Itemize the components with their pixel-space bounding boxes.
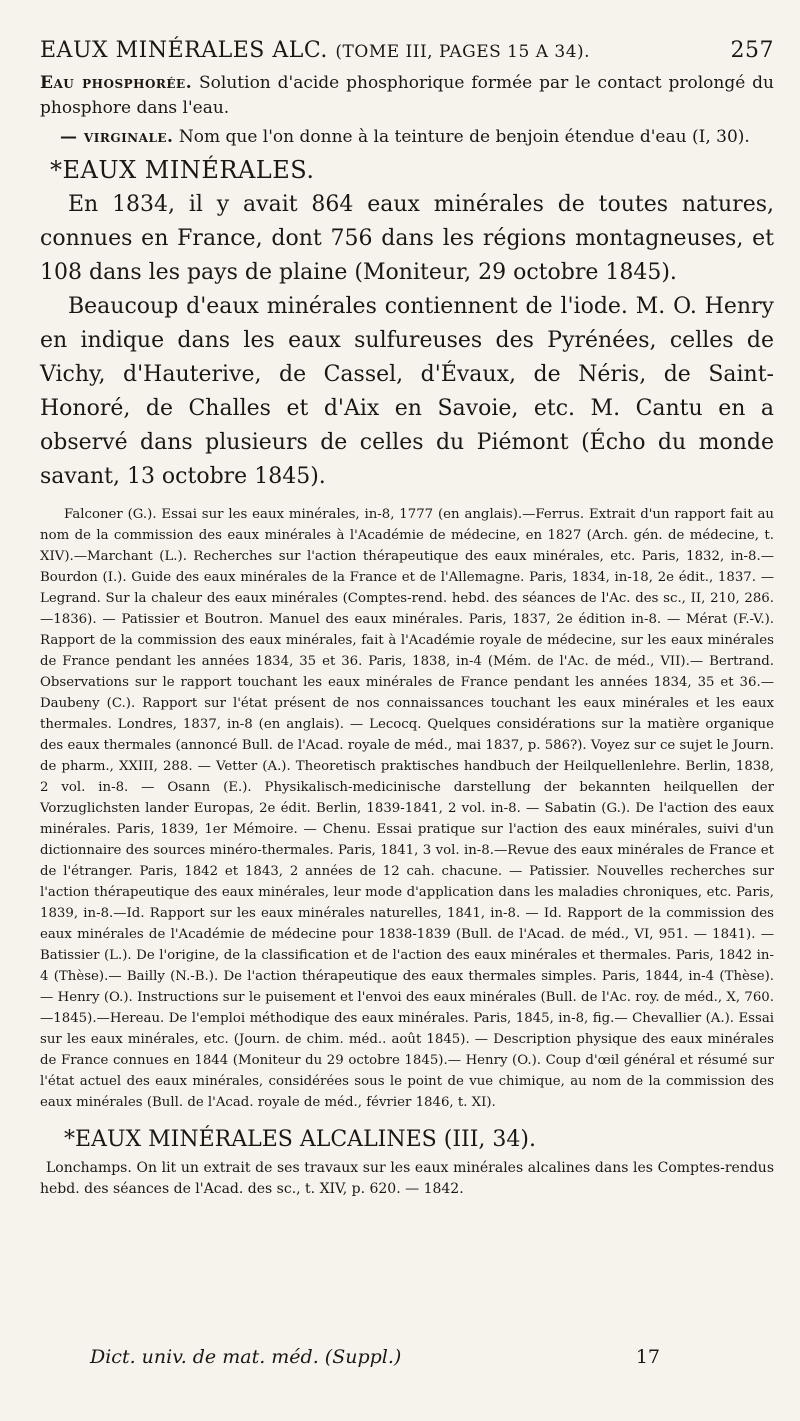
footer-title: Dict. univ. de mat. méd. (Suppl.) [90,1346,402,1368]
bibliography: Falconer (G.). Essai sur les eaux minérales, in-8, 1777 (en anglais).—Ferrus. Extrait d'un rapport fait au nom de la commission des eaux minérales à l'Académie de médecine, en 1827 (Arch. gén. de médecine, t. XIV).—Marchant (L.). Recherches sur l'action thérapeutique des eaux minérales, etc. Paris, 1832, in-8.— Bourdon (I.). Guide des eaux minérales de la France et de l'Allemagne. Paris, 1834, in-18, 2e édit., 1837. — Legrand. Sur la chaleur des eaux minérales (Comptes-rend. hebd. des séances de l'Ac. des sc., II, 210, 286.—1836). — Patissier et Boutron. Manuel des eaux minérales. Paris, 1837, 2e édition in-8. — Mérat (F.-V.). Rapport de la commission des eaux minérales, fait à l'Académie royale de médecine, sur les eaux minérales de France pendant les années 1834, 35 et 36. Paris, 1838, in-4 (Mém. de l'Ac. de méd., VII).— Bertrand. Observations sur le rapport touchant les eaux minérales de France pendant les années 1834, 35 et 36.— Daubeny (C.). Rapport sur l'état présent de nos connaissances touchant les eaux minérales et les eaux thermales. Londres, 1837, in-8 (en anglais). — Lecocq. Quelques considérations sur la matière organique des eaux thermales (annoncé Bull. de l'Acad. royale de méd., mai 1837, p. 586?). Voyez sur ce sujet le Journ. de pharm., XXIII, 288. — Vetter (A.). Theoretisch praktisches handbuch der Heilquellenlehre. Berlin, 1838, 2 vol. in-8. — Osann (E.). Physikalisch-medicinische darstellung der bekannten heilquellen der Vorzuglichsten lander Europas, 2e édit. Berlin, 1839-1841, 2 vol. in-8. — Sabatin (G.). De l'action des eaux minérales. Paris, 1839, 1er Mémoire. — Chenu. Essai pratique sur l'action des eaux minérales, suivi d'un dictionnaire des sources minéro-thermales. Paris, 1841, 3 vol. in-8.—Revue des eaux minérales de France et de l'étranger. Paris, 1842 et 1843, 2 années de 12 cah. chacune. — Patissier. Nouvelles recherches sur l'action thérapeutique des eaux minérales, leur mode d'application dans les maladies chroniques, etc. Paris, 1839, in-8.—Id. Rapport sur les eaux minérales naturelles, 1841, in-8. — Id. Rapport de la commission des eaux minérales de l'Académie de médecine pour 1838-1839 (Bull. de l'Acad. de méd., VI, 951. — 1841). — Batissier (L.). De l'origine, de la classification et de l'action des eaux minérales et thermales. Paris, 1842 in-4 (Thèse).— Bailly (N.-B.). De l'action thérapeutique des eaux thermales simples. Paris, 1844, in-4 (Thèse). — Henry (O.). Instructions sur le puisement et l'envoi des eaux minérales (Bull. de l'Ac. roy. de méd., X, 760.—1845).—Hereau. De l'emploi méthodique des eaux minérales. Paris, 1845, in-8, fig.— Chevallier (A.). Essai sur les eaux minérales, etc. (Journ. de chim. méd.. août 1845). — Description physique des eaux minérales de France connues en 1844 (Moniteur du 29 octobre 1845).— Henry (O.). Coup d'œil général et résumé sur l'état actuel des eaux minérales, considérées sous le point de vue chimique, au nom de la commission des eaux minérales (Bull. de l'Acad. royale de méd., février 1846, t. XI). [40,507,774,1110]
section-heading: *EAUX MINÉRALES. [50,156,315,184]
section-heading: *EAUX MINÉRALES ALCALINES (III, 34). [64,1127,536,1152]
page-number: 257 [730,38,774,63]
entry-term: — virginale. [60,127,174,147]
entry-text: Solution d'acide phosphorique formée par le contact prolongé du phosphore dans l'eau. [40,73,774,118]
signature-mark: 17 [635,1346,660,1368]
page-footer [90,1346,660,1368]
running-header [40,38,774,63]
paragraph: En 1834, il y avait 864 eaux minérales de toutes natures, connues en France, dont 756 dans les régions montagneuses, et 108 dans les pays de plaine (Moniteur, 29 octobre 1845). [40,192,774,285]
entry-term: Eau phosphorée. [40,73,193,93]
paragraph: Lonchamps. On lit un extrait de ses travaux sur les eaux minérales alcalines dans les Comptes-rendus hebd. des séances de l'Acad. des sc., t. XIV, p. 620. — 1842. [40,1160,774,1197]
paragraph: Beaucoup d'eaux minérales contiennent de l'iode. M. O. Henry en indique dans les eaux sulfureuses des Pyrénées, celles de Vichy, d'Hauterive, de Cassel, d'Évaux, de Néris, de Saint-Honoré, de Challes et d'Aix en Savoie, etc. M. Cantu en a observé dans plusieurs de celles du Piémont (Écho du monde savant, 13 octobre 1845). [40,294,774,489]
header-range: (TOME III, PAGES 15 A 34). [335,42,591,62]
entry-text: Nom que l'on donne à la teinture de benjoin étendue d'eau (I, 30). [178,127,750,147]
entry-virginale [40,125,774,150]
entry-eau-phosphoree [40,71,774,121]
header-title: EAUX MINÉRALES ALC. [40,38,328,63]
